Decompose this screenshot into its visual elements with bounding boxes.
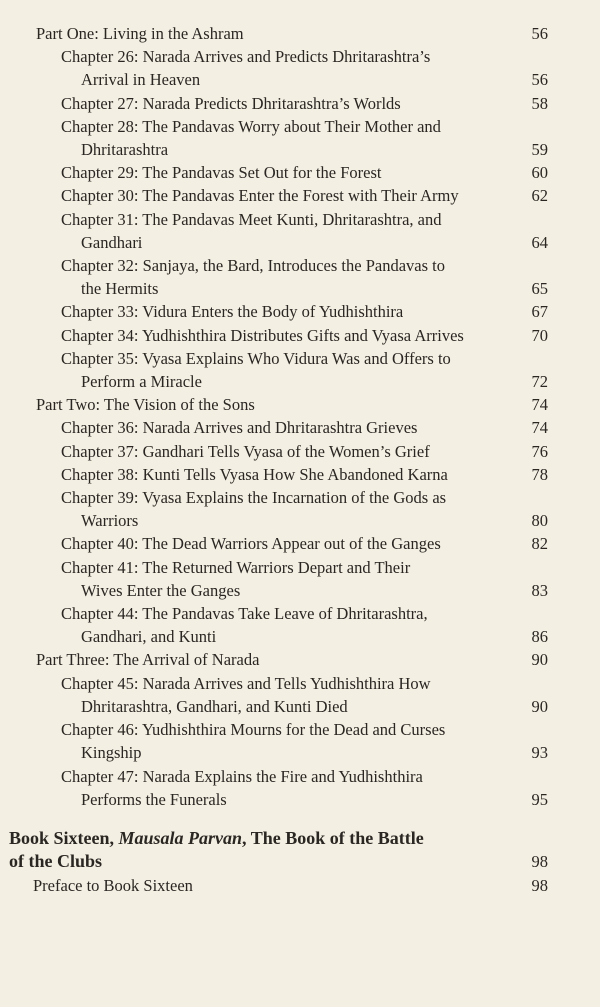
entry-title: Chapter 44: The Pandavas Take Leave of Dhritarashtra,: [61, 604, 428, 624]
page-number: 60: [531, 163, 548, 183]
toc-chapter-27[interactable]: [0, 92, 600, 115]
toc-chapter-44[interactable]: [0, 602, 600, 648]
page-number: 56: [531, 70, 548, 90]
toc-chapter-31[interactable]: [0, 208, 600, 254]
toc-chapter-38[interactable]: [0, 463, 600, 486]
page-number: 83: [531, 580, 548, 600]
toc-chapter-37[interactable]: [0, 440, 600, 463]
entry-title: Chapter 26: Narada Arrives and Predicts Dhritarashtra’s: [61, 47, 431, 67]
entry-title: Chapter 36: Narada Arrives and Dhritarashtra Grieves: [61, 418, 418, 438]
page-number: 78: [531, 464, 548, 484]
page-number: 64: [531, 232, 548, 252]
toc-part-three[interactable]: [0, 648, 600, 671]
page-number: 82: [531, 534, 548, 554]
toc-chapter-30[interactable]: [0, 184, 600, 207]
entry-title: Chapter 32: Sanjaya, the Bard, Introduces the Pandavas to: [61, 256, 445, 276]
page-number: 65: [531, 279, 548, 299]
toc-chapter-26[interactable]: [0, 45, 600, 91]
entry-title: Part Three: The Arrival of Narada: [36, 650, 260, 670]
entry-title: Part Two: The Vision of the Sons: [36, 395, 255, 415]
page-number: 95: [531, 789, 548, 809]
entry-title: Chapter 33: Vidura Enters the Body of Yudhishthira: [61, 302, 404, 322]
toc-chapter-33[interactable]: [0, 300, 600, 323]
page-number: 98: [531, 875, 548, 895]
entry-title: Chapter 41: The Returned Warriors Depart and Their: [61, 557, 411, 577]
page-number: 58: [531, 93, 548, 113]
page-number: 67: [531, 302, 548, 322]
entry-title-continued: Arrival in Heaven: [81, 70, 201, 90]
toc-chapter-28[interactable]: [0, 115, 600, 161]
toc-chapter-39[interactable]: [0, 486, 600, 532]
page-number: 70: [531, 325, 548, 345]
page-number: 76: [531, 441, 548, 461]
entry-title: Chapter 28: The Pandavas Worry about Their Mother and: [61, 116, 441, 136]
toc-chapter-46[interactable]: [0, 718, 600, 764]
entry-title: Chapter 31: The Pandavas Meet Kunti, Dhritarashtra, and: [61, 209, 442, 229]
toc-part-one[interactable]: [0, 22, 600, 45]
entry-title-continued: the Hermits: [81, 279, 159, 299]
page-number: 72: [531, 372, 548, 392]
toc-chapter-36[interactable]: [0, 416, 600, 439]
page-number: 90: [531, 696, 548, 716]
entry-title-continued: Perform a Miracle: [81, 372, 202, 392]
entry-title: Chapter 45: Narada Arrives and Tells Yudhishthira How: [61, 673, 431, 693]
page-number: 86: [531, 627, 548, 647]
entry-title: Preface to Book Sixteen: [33, 875, 193, 895]
entry-title: Chapter 34: Yudhishthira Distributes Gifts and Vyasa Arrives: [61, 325, 464, 345]
entry-title: Chapter 39: Vyasa Explains the Incarnation of the Gods as: [61, 488, 447, 508]
entry-title: Chapter 27: Narada Predicts Dhritarashtra’s Worlds: [61, 93, 401, 113]
book-title-italic: Mausala Parvan: [118, 827, 243, 848]
entry-title: Chapter 47: Narada Explains the Fire and Yudhishthira: [61, 766, 423, 786]
entry-title-continued: Dhritarashtra: [81, 140, 169, 160]
entry-title-continued: Gandhari: [81, 232, 143, 252]
book-title-prefix: Book Sixteen,: [9, 827, 119, 848]
toc-chapter-34[interactable]: [0, 324, 600, 347]
toc-chapter-40[interactable]: [0, 532, 600, 555]
page-number: 93: [531, 743, 548, 763]
entry-title: Part One: Living in the Ashram: [36, 24, 244, 43]
page-number: 62: [531, 186, 548, 206]
entry-title-continued: Warriors: [81, 511, 139, 531]
page-number: 98: [531, 852, 548, 872]
page-number: 74: [531, 395, 548, 415]
page-number: 56: [531, 24, 548, 43]
entry-title-continued: Gandhari, and Kunti: [81, 627, 217, 647]
page-number: 90: [531, 650, 548, 670]
entry-title-continued: Dhritarashtra, Gandhari, and Kunti Died: [81, 696, 348, 716]
book-title-rest: , The Book of the Battle: [242, 827, 424, 848]
entry-title: Chapter 29: The Pandavas Set Out for the Forest: [61, 163, 382, 183]
toc-book-sixteen[interactable]: [0, 827, 600, 874]
entry-title-continued: Performs the Funerals: [81, 789, 227, 809]
toc-chapter-29[interactable]: [0, 161, 600, 184]
book-title-continued: of the Clubs: [9, 851, 103, 872]
page-number: 74: [531, 418, 548, 438]
toc-preface-book-sixteen[interactable]: [0, 874, 600, 897]
toc-chapter-32[interactable]: [0, 254, 600, 300]
entry-title: Chapter 38: Kunti Tells Vyasa How She Abandoned Karna: [61, 464, 448, 484]
entry-title-continued: Wives Enter the Ganges: [81, 580, 241, 600]
entry-title: Chapter 37: Gandhari Tells Vyasa of the Women’s Grief: [61, 441, 430, 461]
entry-title: Chapter 40: The Dead Warriors Appear out of the Ganges: [61, 534, 441, 554]
toc-chapter-45[interactable]: [0, 672, 600, 718]
toc-chapter-47[interactable]: [0, 765, 600, 811]
toc-chapter-41[interactable]: [0, 556, 600, 602]
toc-chapter-35[interactable]: [0, 347, 600, 393]
entry-title: Chapter 30: The Pandavas Enter the Forest with Their Army: [61, 186, 459, 206]
table-of-contents: [0, 22, 600, 897]
entry-title-continued: Kingship: [81, 743, 142, 763]
entry-title: Chapter 46: Yudhishthira Mourns for the Dead and Curses: [61, 720, 446, 740]
toc-part-two[interactable]: [0, 393, 600, 416]
page-number: 80: [531, 511, 548, 531]
entry-title: Chapter 35: Vyasa Explains Who Vidura Was and Offers to: [61, 348, 451, 368]
page-number: 59: [531, 140, 548, 160]
